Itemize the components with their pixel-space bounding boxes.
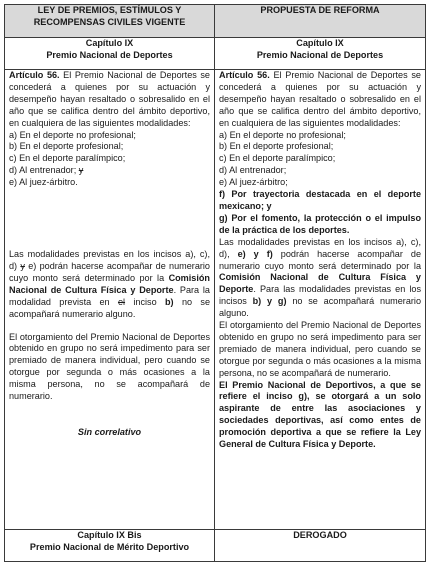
right-item-d: d) Al entrenador; <box>219 165 287 176</box>
right-item-c: c) En el deporte paralímpico; <box>219 153 336 164</box>
left-article-paragraph <box>9 70 210 130</box>
footer-left <box>5 530 215 562</box>
left-group-paragraph: El otorgamiento del Premio Nacional de Deportes obtenido en grupo no será impedimento para ser premiado de manera individual, pero cuando se otorgue por segunda o más ocasiones a la misma persona, no se acompañará de numerario. <box>9 331 210 402</box>
left-article-label: Artículo 56. <box>9 70 60 80</box>
chapter-left-subtitle: Premio Nacional de Deportes <box>46 49 173 60</box>
right-article-label: Artículo 56. <box>219 70 270 80</box>
right-item-e: e) Al juez-árbitro; <box>219 177 288 188</box>
chapter-right-subtitle: Premio Nacional de Deportes <box>256 49 384 60</box>
left-item-a: a) En el deporte no profesional; <box>9 129 136 140</box>
header-current-law: LEY DE PREMIOS, ESTÍMULOS Y RECOMPENSAS CIVILES VIGENTE <box>5 5 215 38</box>
spacer <box>9 189 210 249</box>
reform-proposal-text <box>215 70 426 530</box>
header-reform-proposal: PROPUESTA DE REFORMA <box>215 5 426 38</box>
footer-right: DEROGADO <box>215 530 426 562</box>
sin-correlativo: Sin correlativo <box>77 426 142 437</box>
chapter-row <box>5 38 426 70</box>
left-article-text: El Premio Nacional de Deportes se concederá a quienes por su actuación y desempeño hayan resaltado o sobresalido en el año que se califica dentro del ámbito deportivo, en cualquiera de las siguientes modalidades: <box>9 70 210 128</box>
chapter-right <box>215 38 426 70</box>
comparison-table <box>4 4 426 562</box>
chapter-left-title: Capítulo IX <box>85 38 134 48</box>
chapter-left <box>5 38 215 70</box>
article-row <box>5 70 426 530</box>
footer-left-subtitle: Premio Nacional de Mérito Deportivo <box>29 541 190 552</box>
right-item-g: g) Por el fomento, la protección o el impulso de la práctica de los deportes. <box>219 212 421 235</box>
right-item-a: a) En el deporte no profesional; <box>219 129 346 140</box>
header-row <box>5 5 426 38</box>
current-law-text <box>5 70 215 530</box>
left-item-e: e) Al juez-árbitro. <box>9 177 78 188</box>
chapter-right-title: Capítulo IX <box>296 38 344 48</box>
footer-left-title: Capítulo IX Bis <box>77 530 142 540</box>
left-item-d-struck-y: y <box>78 165 84 176</box>
right-item-f: f) Por trayectoria destacada en el deporte mexicano; y <box>219 189 421 211</box>
right-item-b: b) En el deporte profesional; <box>219 141 334 152</box>
left-item-d: d) Al entrenador; y <box>9 165 84 176</box>
right-article-text: El Premio Nacional de Deportes se concederá a quienes por su actuación y desempeño hayan resaltado o sobresalido en el año que se califica dentro del ámbito deportivo, en cualquiera de las siguientes modalidades: <box>219 70 421 128</box>
right-article-paragraph <box>219 70 421 130</box>
left-item-c: c) En el deporte paralímpico; <box>9 153 126 164</box>
left-modalities-paragraph: Las modalidades previstas en los incisos a), c), d) y e) podrán hacerse acompañar de numerario cuyo monto será determinado por la Comisión Nacional de Cultura Física y Deporte. Para la modalidad prevista en el inciso b) no se acompañará numerario alguno. <box>9 249 211 319</box>
right-group-paragraph: El otorgamiento del Premio Nacional de Deportes obtenido en grupo no será impedimento para ser premiado de manera individual, pero cuando se otorgue por segunda o más ocasiones a la misma persona, no se acompañará de numerario. <box>219 320 421 378</box>
right-modalities-paragraph: Las modalidades previstas en los incisos a), c), d), e) y f) podrán hacerse acompañar de numerario cuyo monto será determinado por la Comisión Nacional de Cultura Física y Deporte. Para las modalidades previstas en los incisos b) y g) no se acompañará numerario alguno. <box>219 236 421 319</box>
footer-row <box>5 530 426 562</box>
left-item-b: b) En el deporte profesional; <box>9 141 124 152</box>
right-new-paragraph: El Premio Nacional de Deportivos, a que se refiere el inciso g), se otorgará a un solo aspirante de entre las asociaciones y sociedades deportivas, así como entes de promoción deportiva a que se refiere la Ley General de Cultura Física y Deporte. <box>219 379 421 450</box>
